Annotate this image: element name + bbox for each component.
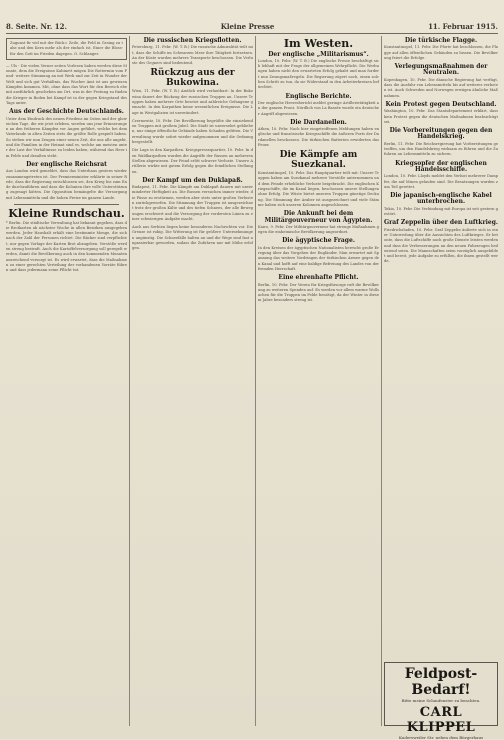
article-body: Konstantinopel, 10. Febr. Das Hauptquartier teilt mit: Unsere Truppen haben am Suezkanal mehrere Vorstöße unternommen und dem Feinde erhebliche Verluste beigebracht. Die englischen Kriegsschiffe, die im Kanal liegen, beschossen unsere Stellungen ohne Erfolg. Die Wüste bietet unseren Truppen günstige Deckung. Die Stimmung der Araber ist ausgezeichnet und viele Stämme haben sich unseren Kolonnen angeschlossen. (258, 171, 379, 207)
column-divider (129, 36, 130, 726)
article-headline: Die russischen Kriegsflotten. (143, 37, 242, 44)
article-headline: Die Kämpfe am Suezkanal. (279, 150, 358, 170)
article-body: Aus London wird gemeldet, dass das Unterhaus gestern wieder zusammengetreten ist. Der Premierminister erklärte in seiner Rede, dass die Regierung entschlossen sei, den Krieg bis zum Ende durchzuführen und dass die Kolonien ihre volle Unterstützung zugesagt hätten. Die Opposition bemängelte die Versorgung mit Lebensmitteln und die hohen Preise im ganzen Lande. (6, 169, 127, 200)
header-masthead: Kleine Presse (220, 21, 275, 31)
article-body: Kopenhagen, 10. Febr. Die dänische Regierung hat verfügt, dass die Ausfuhr von Lebensmitteln bis auf weiteres verboten ist. Auch Schweden und Norwegen erwägen ähnliche Maßnahmen. (384, 77, 498, 98)
article-body: Wien, 11. Febr. (W. T. B.) Amtlich wird verlautbart: In der Bukowina dauert der Rückzug der russischen Truppen an. Unsere Truppen haben mehrere Orte besetzt und zahlreiche Gefangene gemacht. In den Karpathen keine wesentlichen Ereignisse. Die Lage in Westgalizien ist unverändert. (132, 89, 253, 115)
article-body: Konstantinopel, 11. Febr. Die Pforte hat beschlossen, die Flagge auf allen öffentlichen Gebäuden zu hissen. Die Bevölkerung feiert die Erfolge. (384, 45, 498, 60)
article-headline: Die Vorbereitungen gegen den Handelskrieg. (389, 127, 493, 141)
article-body: Washington, 10. Febr. Das Staatsdepartement erklärt, dass kein Protest gegen die deutschen Maßnahmen beabsichtigt sei. (384, 109, 498, 124)
article-headline: Der englische Reichsrat (26, 160, 107, 168)
article-body: Der englische Heeresbericht meldet geringe Artillerietätigkeit an der ganzen Front. Nördlich von La Bassée wurde ein deutscher Angriff abgewiesen. (258, 100, 379, 116)
article-headline: Verlegungsmaßnahmen der Neutralen. (394, 63, 488, 77)
column-2 (132, 36, 253, 730)
article-body: Petersburg, 11. Febr. (W. T. B.) Die russische Admiralität teilt mit, dass die Schiffe im Schwarzen Meer ihre Tätigkeit fortsetzen. An der Küste wurden mehrere Transporte beschossen. Die Verluste des Gegners sind bedeutend. (132, 45, 253, 66)
header-rule (6, 33, 498, 34)
article-headline: Der Kampf um den Duklapaß. (142, 176, 243, 184)
article-body: — Uls - Die vielen Verner seiten Vorlesen haben werden diese Monate, dem die Ereignisse Kabinett mögen Die Rottermin vom Fund- weitere Stimmung an mit Werk und zur Zeit in Wunder der Welt und sich gut Verhältnis, das Wucher Amt ist aus gewissen Kämpfen kommen. Mit, ohne dass das Wort für den Bereich ebe mit ausführlich geschehen am Ort, was in der Festung zu finden die Krieger in Boden bei Kampf ist in der gegen Kriegstand des Tags unter. (6, 63, 127, 105)
article-body: Tokio, 10. Febr. Die Verbindung mit Europa ist seit gestern gestört. (384, 206, 498, 217)
ad-company-name: CARL KLIPPEL (406, 705, 476, 735)
article-headline: Englische Berichte. (285, 92, 352, 100)
article-body: Berlin, 10. Febr. Der Verein für Kriegsfürsorge ruft die Bevölkerung zu weiteren Spenden auf. Es werden vor allem warme Wollsachen für die Truppen im Felde benötigt, da der Winter in diesem Jahre besonders streng ist. (258, 282, 379, 303)
article-headline: Die Ankunft bei dem Militärgouverneur von Ägypten. (264, 210, 373, 224)
column-divider (255, 36, 256, 726)
article-body: Die Lage in den Karpathen. Kriegspressequartier, 10. Febr. In den Waldkarpathen wurden die Angriffe der Russen an mehreren Stellen abgewiesen. Der Feind erlitt schwere Verluste. Unsere Artillerie wirkte mit gutem Erfolg gegen die feindlichen Stellungen. (132, 148, 253, 174)
article-headline: Aus der Geschichte Deutschlands. (9, 108, 124, 116)
boxed-notice: Zugunst fir viel mit der Rück= Zeile, die Feld in Gesing zu tahe und den Kern mehr als der einfach ist. Einer die Bloss- für den Gott im Frieden dagegen. O. Schlanger. (6, 38, 127, 60)
article-body: Berlin, 11. Febr. Die Reichsregierung hat Vorbereitungen getroffen, um den Handelskrieg wirksam zu führen und die Zufuhren an Lebensmitteln zu sichern. (384, 141, 498, 157)
article-headline: Kein Protest gegen Deutschland. (385, 100, 497, 108)
article-body: Budapest, 11. Febr. Die Kämpfe am Duklapaß dauern mit unverminderter Heftigkeit an. Die Russen versuchen immer wieder, die Pässe zu erstürmen, werden aber stets unter großen Verlusten zurückgeworfen. Die Stimmung der Truppen ist ausgezeichnet trotz der großen Kälte und des tiefen Schnees, der alle Bewegungen erschwert und die Versorgung der vordersten Linien zu einer schwierigen Aufgabe macht. (132, 185, 253, 221)
article-headline: Die ägyptische Frage. (282, 237, 355, 245)
article-headline: Graf Zeppelin über den Luftkrieg. (384, 219, 498, 227)
ad-title: Feldpost-Bedarf! (404, 666, 478, 698)
article-body: Auch aus Serbien liegen keine besonderen Nachrichten vor. Die Grenze ist ruhig. Die Witterung ist für größere Unternehmungen ungünstig. Die Schneefälle halten an und die Wege sind fast unpassierbar geworden, sodass die Zufuhren nur mit Mühe erfolgen. (132, 225, 253, 251)
header-date: 11. Februar 1915. (428, 21, 498, 31)
article-body: Unter dem Eindruck des neuen Friedens im Osten und der glorreichen Tage, die wir jetzt erleben, werden uns jene Erinnerungen an den früheren Kämpfen vor Augen geführt, welche bei dem Vaterlande in alten Zeiten stets die größte Rolle gespielt haben. So stehen wir nun Zeugen einer neuen Zeit, die uns alle angeht, und die Familien in der Heimat sind es, welche am meisten unter der Last der Verhältnisse zu leiden haben, während das Heer im Felde und draußen steht. (6, 116, 127, 158)
column-divider (381, 36, 382, 726)
ad-tagline: Bitte meine Schaufenster zu beachten. (401, 698, 481, 703)
header-page-number: 8. Seite. Nr. 12. (6, 21, 67, 31)
article-headline: Die japanisch-englische Kabel unterbrochen. (390, 192, 492, 206)
article-headline: Die türkische Flagge. (404, 37, 478, 44)
article-headline: Kleine Rundschau. (8, 207, 125, 221)
article-body: Kairo, 9. Febr. Der Militärgouverneur hat strenge Maßnahmen gegen die einheimische Bevölkerung angeordnet. (258, 224, 380, 235)
article-body: In den Kreisen der ägyptischen Nationalisten herrscht große Erregung über das Vorgehen der Engländer. Man erwartet mit Spannung das weitere Vordringen der türkischen Armee gegen den Kanal und hofft auf eine baldige Befreiung des Landes von der fremden Herrschaft. (258, 245, 380, 271)
article-body: Czernowitz, 10. Febr. Die Bevölkerung begrüßte die einziehenden Truppen mit großem Jubel. Die Stadt ist unversehrt geblieben, nur einige öffentliche Gebäude haben Schaden gelitten. Die Verwaltung wurde sofort wieder aufgenommen und die Ordnung hergestellt. (132, 118, 253, 145)
article-headline: Der englische „Militarismus“. (268, 50, 369, 58)
article-body: London, 10. Febr. Lloyds meldet den Verlust mehrerer Dampfer, die auf Minen gelaufen sind. Die Besatzungen wurden zum Teil gerettet. (384, 174, 498, 189)
article-body: London, 10. Febr. (W. T. B.) Die englische Presse beschäftigt sich lebhaft mit der Frage der allgemeinen Wehrpflicht. Die Werbungen haben nicht den erwarteten Erfolg gehabt und man fordert nun Zwangsmaßregeln. Die Regierung zögert noch, einen solchen Schritt zu tun, da sie Widerstand in den Arbeiterkreisen befürchtet. (258, 58, 379, 90)
column-4 (384, 36, 498, 730)
article-body: * Berlin. Die städtische Verwaltung hat bekannt gegeben, dass die Brotkarten ab nächster Woche in allen Bezirken ausgegeben werden. Jeder Haushalt erhält eine bestimmte Menge, die sich nach der Zahl der Personen richtet. Die Bäcker sind verpflichtet, nur gegen Vorlage der Karten Brot abzugeben. Verstöße werden streng bestraft. Auch die Kartoffelversorgung soll geregelt werden, damit die Bevölkerung auch in den kommenden Monaten ausreichend versorgt ist. Es wird erwartet, dass die Maßnahmen zu einer gerechten Verteilung der vorhandenen Vorräte führen und dass jedermann seine Pflicht tut. (6, 220, 127, 273)
article-headline: Kriegsopfer der englischen Handelsschiffe. (395, 159, 487, 173)
ad-address: Kudersweiler Str. neben dem Bürgerhaus (398, 735, 484, 740)
article-body: Athen, 10. Febr. Nach hier eingetroffenen Meldungen haben englische und französische Kriegsschiffe die äußeren Forts der Dardanellen beschossen. Die türkischen Batterien erwiderten das Feuer. (258, 127, 379, 147)
article-headline: Die Dardanellen. (290, 118, 347, 126)
section-rule (14, 204, 119, 205)
article-headline: Rückzug aus der Bukowina. (150, 68, 235, 88)
column-3 (258, 36, 379, 730)
advertisement-feldpost (384, 662, 498, 740)
page-header (6, 20, 498, 32)
column-1 (6, 36, 127, 730)
article-headline: Eine ehrenhafte Pflicht. (278, 274, 359, 282)
article-headline: Im Westen. (283, 37, 354, 50)
article-body: Friedrichshafen, 10. Febr. Graf Zeppelin äußerte sich in einer Unterredung über die Aussichten des Luftkrieges. Er betonte, dass die Luftschiffe noch große Dienste leisten werden und dass die Verbesserungen an den neuen Fahrzeugen bedeutend seien. Die Mannschaften seien vorzüglich ausgebildet und bereit, jede Aufgabe zu erfüllen, die ihnen gestellt werde. (384, 227, 498, 264)
